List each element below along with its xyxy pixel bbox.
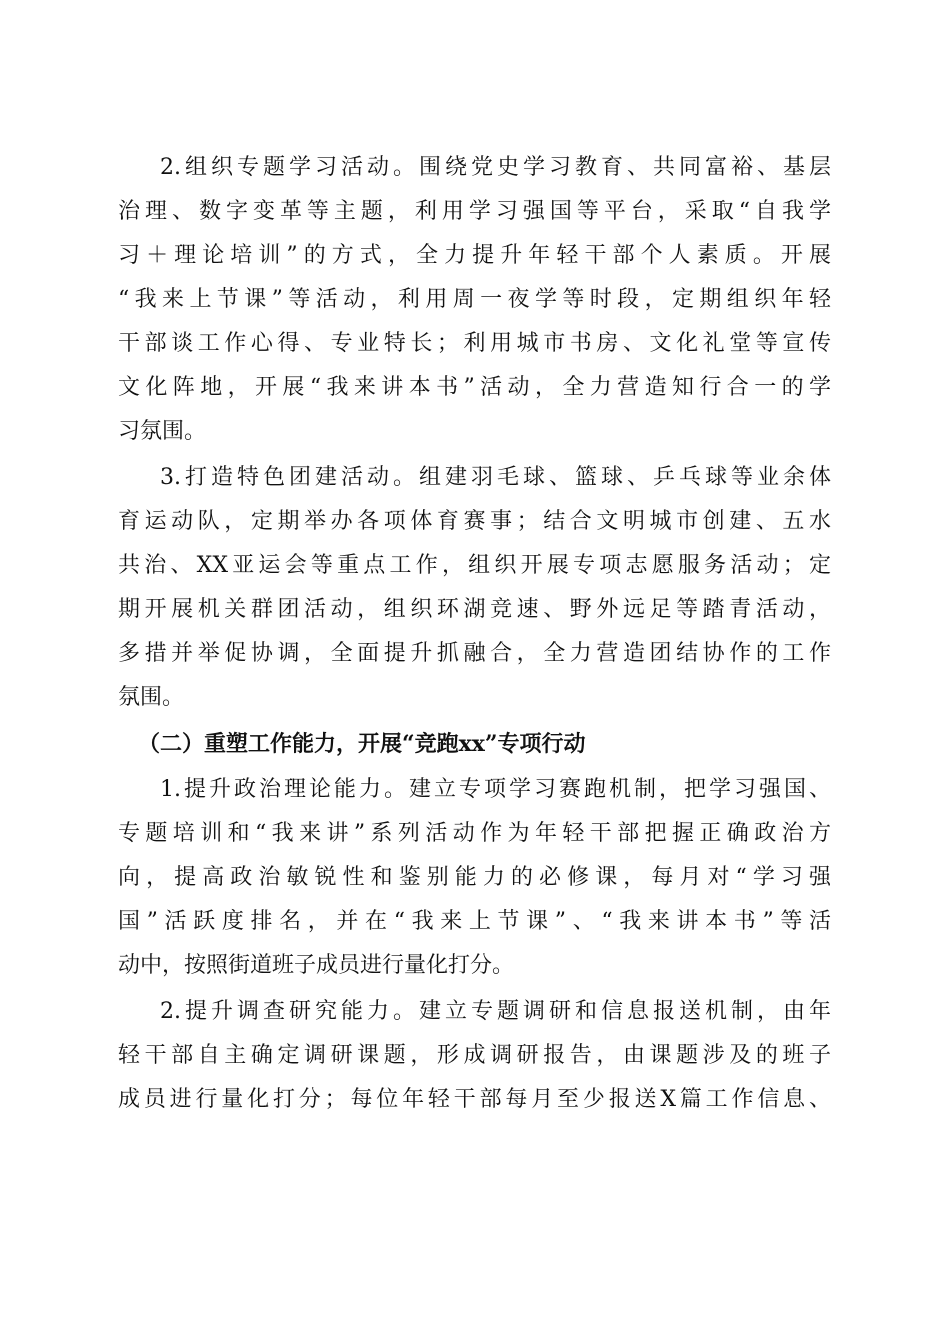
section-heading: （二）重塑工作能力，开展“竞跑xx”专项行动 [138, 731, 586, 757]
paragraph-2-line-5: 多措并举促协调，全面提升抓融合，全力营造团结协作的工作 [118, 641, 831, 666]
paragraph-1-line-6: 文化阵地，开展“我来讲本书”活动，全力营造知行合一的学 [118, 375, 831, 400]
paragraph-4-line-2: 轻干部自主确定调研课题，形成调研报告，由课题涉及的班子 [118, 1043, 831, 1068]
paragraph-4-line-1: 2.提升调查研究能力。建立专题调研和信息报送机制，由年 [160, 999, 831, 1024]
paragraph-2-line-4: 期开展机关群团活动，组织环湖竞速、野外远足等踏青活动， [118, 597, 831, 622]
paragraph-1-line-2: 治理、数字变革等主题，利用学习强国等平台，采取“自我学 [118, 199, 831, 224]
paragraph-1-line-4: “我来上节课”等活动，利用周一夜学等时段，定期组织年轻 [118, 287, 831, 312]
paragraph-3-line-2: 专题培训和“我来讲”系列活动作为年轻干部把握正确政治方 [118, 821, 831, 846]
paragraph-1-line-7: 习氛围。 [118, 419, 207, 444]
paragraph-4-line-3: 成员进行量化打分；每位年轻干部每月至少报送X篇工作信息、 [118, 1087, 831, 1112]
paragraph-1-line-3: 习＋理论培训”的方式，全力提升年轻干部个人素质。开展 [118, 243, 831, 268]
paragraph-3-line-3: 向，提高政治敏锐性和鉴别能力的必修课，每月对“学习强 [118, 865, 831, 890]
paragraph-2-line-2: 育运动队，定期举办各项体育赛事；结合文明城市创建、五水 [118, 509, 831, 534]
paragraph-2-line-1: 3.打造特色团建活动。组建羽毛球、篮球、乒乓球等业余体 [160, 465, 831, 490]
paragraph-1-line-1: 2.组织专题学习活动。围绕党史学习教育、共同富裕、基层 [160, 155, 831, 180]
paragraph-2-line-3: 共治、XX亚运会等重点工作，组织开展专项志愿服务活动；定 [118, 553, 831, 578]
paragraph-3-line-1: 1.提升政治理论能力。建立专项学习赛跑机制，把学习强国、 [160, 777, 831, 802]
paragraph-3-line-5: 动中，按照街道班子成员进行量化打分。 [118, 953, 515, 978]
paragraph-3-line-4: 国”活跃度排名，并在“我来上节课”、“我来讲本书”等活 [118, 909, 831, 934]
paragraph-1-line-5: 干部谈工作心得、专业特长；利用城市书房、文化礼堂等宣传 [118, 331, 831, 356]
paragraph-2-line-6: 氛围。 [118, 685, 185, 710]
